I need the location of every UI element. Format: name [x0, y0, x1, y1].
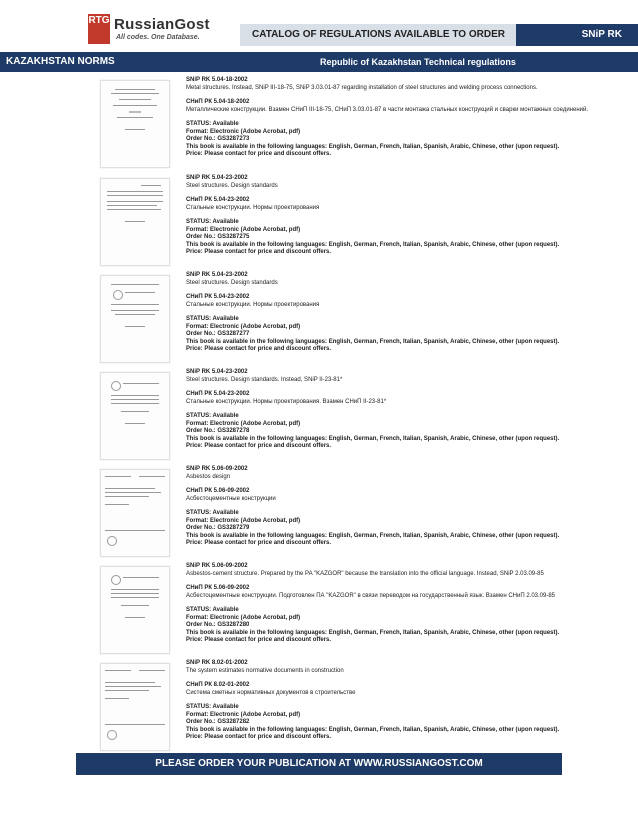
entry-status: STATUS: Available: [186, 510, 239, 516]
entry-code-ru: СНиП РК 8.02-01-2002: [186, 682, 250, 688]
document-thumbnail[interactable]: [100, 663, 170, 751]
document-thumbnail[interactable]: [100, 275, 170, 363]
logo-mark-icon: RTG: [88, 14, 110, 44]
entry-code-ru: СНиП РК 5.04-23-2002: [186, 197, 250, 203]
entry-title-ru: Стальные конструкции. Нормы проектирования: [186, 301, 320, 308]
logo-name: RussianGost: [114, 16, 210, 33]
entry-text: [186, 369, 626, 451]
entry-format: Format: Electronic (Adobe Acrobat, pdf): [186, 420, 301, 427]
document-thumbnail[interactable]: [100, 469, 170, 557]
entry-code: SNiP RK 5.04-23-2002: [186, 369, 248, 375]
entry-order-no: Order No.: GS3287275: [186, 234, 250, 240]
list-item: [0, 172, 638, 268]
entry-status: STATUS: Available: [186, 121, 239, 127]
document-thumbnail[interactable]: [100, 80, 170, 168]
navbar-left-title: KAZAKHSTAN NORMS: [6, 56, 115, 67]
russiangost-logo[interactable]: [88, 14, 238, 48]
list-item: [0, 560, 638, 656]
entry-title-en: Steel structures. Design standards: [186, 279, 278, 286]
entry-title-ru: Стальные конструкции. Нормы проектирования. Взамен СНиП II-23-81*: [186, 398, 387, 405]
entry-title-ru: Асбестоцементные конструкции: [186, 495, 276, 502]
entry-price: Price: Please contact for price and discount offers.: [186, 637, 332, 643]
page-header: [0, 0, 638, 52]
entry-format: Format: Electronic (Adobe Acrobat, pdf): [186, 517, 301, 524]
entry-price: Price: Please contact for price and discount offers.: [186, 249, 332, 255]
navbar-right-title: Republic of Kazakhstan Technical regulations: [320, 57, 516, 67]
entry-format: Format: Electronic (Adobe Acrobat, pdf): [186, 226, 301, 233]
entry-languages: This book is available in the following languages: English, German, French, Italian, Spanish, Arabic, Chinese, other (upon request).: [186, 435, 560, 442]
entry-price: Price: Please contact for price and discount offers.: [186, 540, 332, 546]
entry-title-en: The system estimates normative documents in construction: [186, 667, 344, 674]
entry-format: Format: Electronic (Adobe Acrobat, pdf): [186, 711, 301, 718]
entry-text: [186, 175, 626, 257]
entry-code-ru: СНиП РК 5.04-23-2002: [186, 294, 250, 300]
entry-code: SNiP RK 5.06-09-2002: [186, 466, 248, 472]
entry-code: SNiP RK 5.04-23-2002: [186, 272, 248, 278]
entry-status: STATUS: Available: [186, 316, 239, 322]
entry-title-ru: Асбестоцементные конструкции. Подготовлен ПА "KAZGOR" в связи переводом на государственный язык. Взамен СНиП 2.03.09-85: [186, 592, 556, 599]
document-thumbnail[interactable]: [100, 178, 170, 266]
entry-title-ru: Стальные конструкции. Нормы проектирования: [186, 204, 320, 211]
entry-code: SNiP RK 5.04-23-2002: [186, 175, 248, 181]
list-item: [0, 269, 638, 365]
entry-code-ru: СНиП РК 5.06-09-2002: [186, 488, 250, 494]
entry-format: Format: Electronic (Adobe Acrobat, pdf): [186, 614, 301, 621]
entry-text: [186, 272, 626, 354]
entry-languages: This book is available in the following languages: English, German, French, Italian, Spanish, Arabic, Chinese, other (upon request).: [186, 241, 560, 248]
entry-code: SNiP RK 8.02-01-2002: [186, 660, 248, 666]
entry-status: STATUS: Available: [186, 219, 239, 225]
entry-text: [186, 77, 626, 159]
entry-price: Price: Please contact for price and discount offers.: [186, 151, 332, 157]
entry-price: Price: Please contact for price and discount offers.: [186, 346, 332, 352]
entry-title-en: Asbestos-cement structure. Prepared by the PA "KAZGOR" because the translation into the official language. Instead, SNiP 2.03.09-85: [186, 570, 544, 577]
entry-title-en: Steel structures. Design standards: [186, 182, 278, 189]
section-navbar: [0, 52, 638, 72]
entry-code-ru: СНиП РК 5.06-09-2002: [186, 585, 250, 591]
entry-status: STATUS: Available: [186, 704, 239, 710]
entry-title-ru: Система сметных нормативных документов в строительстве: [186, 689, 356, 696]
entry-code-ru: СНиП РК 5.04-18-2002: [186, 99, 250, 105]
entry-code: SNiP RK 5.06-09-2002: [186, 563, 248, 569]
document-thumbnail[interactable]: [100, 566, 170, 654]
entry-code: SNiP RK 5.04-18-2002: [186, 77, 248, 83]
entry-languages: This book is available in the following languages: English, German, French, Italian, Spanish, Arabic, Chinese, other (upon request).: [186, 629, 560, 636]
entry-title-en: Steel structures. Design standards. Instead, SNiP II-23-81*: [186, 376, 343, 383]
section-tag: SNiP RK: [581, 29, 622, 40]
entry-order-no: Order No.: GS3287277: [186, 331, 250, 337]
list-item: [0, 74, 638, 170]
entry-code-ru: СНиП РК 5.04-23-2002: [186, 391, 250, 397]
entry-status: STATUS: Available: [186, 413, 239, 419]
section-tag-box: [516, 24, 638, 46]
list-item: [0, 366, 638, 462]
entry-order-no: Order No.: GS3287279: [186, 525, 250, 531]
entry-title-en: Asbestos design: [186, 473, 231, 480]
entry-order-no: Order No.: GS3287282: [186, 719, 250, 725]
document-thumbnail[interactable]: [100, 372, 170, 460]
entry-status: STATUS: Available: [186, 607, 239, 613]
footer-order-link[interactable]: PLEASE ORDER YOUR PUBLICATION AT WWW.RUSSIANGOST.COM: [155, 758, 483, 769]
entry-title-en: Metal structures. Instead, SNiP III-18-75, SNiP 3.03.01-87 regarding installation of steel structures and welding process connections.: [186, 84, 538, 91]
entry-title-ru: Металлические конструкции. Взамен СНиП III-18-75, СНиП 3.03.01-87 в части монтажа стальных конструкций и сварки монтажных соединений.: [186, 106, 589, 113]
list-item: [0, 463, 638, 559]
entry-text: [186, 466, 626, 548]
entry-languages: This book is available in the following languages: English, German, French, Italian, Spanish, Arabic, Chinese, other (upon request).: [186, 532, 560, 539]
catalog-title: CATALOG OF REGULATIONS AVAILABLE TO ORDER: [252, 29, 505, 40]
entry-price: Price: Please contact for price and discount offers.: [186, 443, 332, 449]
order-footer-banner[interactable]: [76, 753, 562, 775]
entry-format: Format: Electronic (Adobe Acrobat, pdf): [186, 323, 301, 330]
entry-format: Format: Electronic (Adobe Acrobat, pdf): [186, 128, 301, 135]
entry-languages: This book is available in the following languages: English, German, French, Italian, Spanish, Arabic, Chinese, other (upon request).: [186, 143, 560, 150]
entry-text: [186, 660, 626, 742]
entry-order-no: Order No.: GS3287278: [186, 428, 250, 434]
entry-price: Price: Please contact for price and discount offers.: [186, 734, 332, 740]
entry-order-no: Order No.: GS3287273: [186, 136, 250, 142]
logo-tagline: All codes. One Database.: [116, 34, 200, 41]
entry-languages: This book is available in the following languages: English, German, French, Italian, Spanish, Arabic, Chinese, other (upon request).: [186, 726, 560, 733]
entry-order-no: Order No.: GS3287280: [186, 622, 250, 628]
entry-languages: This book is available in the following languages: English, German, French, Italian, Spanish, Arabic, Chinese, other (upon request).: [186, 338, 560, 345]
list-item: [0, 657, 638, 753]
entry-text: [186, 563, 626, 645]
